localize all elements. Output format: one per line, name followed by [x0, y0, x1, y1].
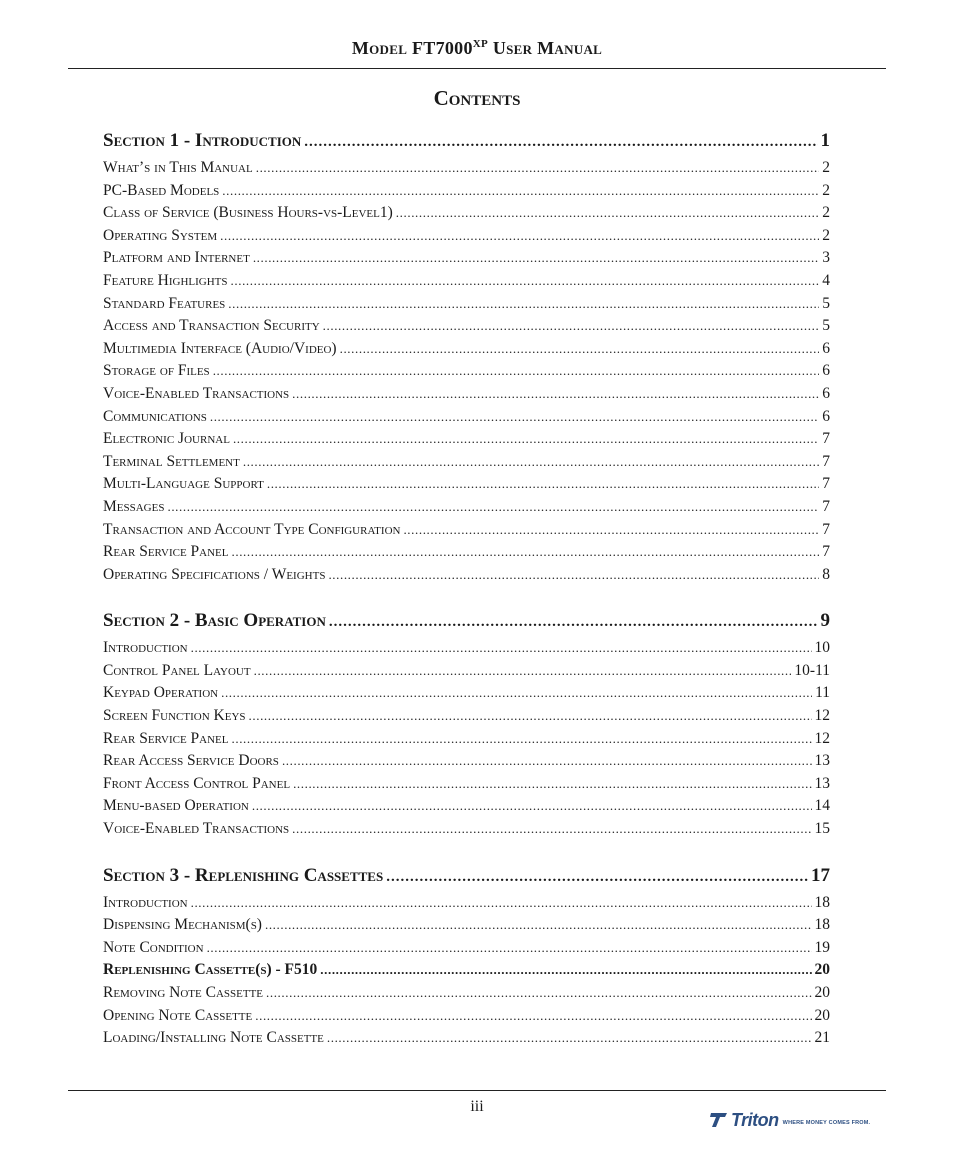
toc-section-heading-title: Section 1 - Introduction	[103, 130, 302, 151]
dot-leader	[266, 982, 812, 1005]
toc-entry-page: 21	[814, 1029, 830, 1047]
toc-section-heading-title: Section 3 - Replenishing Cassettes	[103, 864, 384, 886]
toc-entry-title: Screen Function Keys	[103, 707, 246, 725]
toc-entry[interactable]	[103, 406, 830, 429]
toc-section-heading[interactable]	[103, 861, 830, 892]
toc-section	[103, 126, 830, 586]
dot-leader	[304, 127, 817, 157]
toc-entry[interactable]	[103, 473, 830, 496]
toc-entry-title: Introduction	[103, 893, 188, 911]
toc-entry-title: Introduction	[103, 639, 188, 657]
toc-entry-title: Feature Highlights	[103, 271, 228, 289]
toc-entry-page: 2	[822, 204, 830, 222]
toc-entry-title: Voice-Enabled Transactions	[103, 820, 290, 838]
toc-entry-title: Rear Service Panel	[103, 543, 229, 561]
contents-heading: Contents	[433, 86, 521, 110]
toc-entry[interactable]	[103, 892, 830, 915]
toc-section	[103, 606, 830, 840]
toc-entry-title: Control Panel Layout	[103, 661, 251, 679]
dot-leader	[403, 519, 819, 542]
toc-section-heading[interactable]	[103, 606, 830, 637]
dot-leader	[233, 428, 819, 451]
toc-entry[interactable]	[103, 315, 830, 338]
toc-entry-title: Communications	[103, 407, 207, 425]
toc-entry-title: Removing Note Cassette	[103, 984, 263, 1001]
toc-entry-page: 2	[822, 159, 830, 176]
toc-entry-page: 6	[822, 384, 830, 402]
dot-leader	[207, 937, 812, 960]
toc-entry-page: 7	[822, 543, 830, 561]
toc-entry-page: 11	[815, 684, 830, 702]
dot-leader	[231, 270, 820, 293]
toc-entry-title: Rear Access Service Doors	[103, 752, 279, 770]
toc-entry-page: 10-11	[794, 661, 830, 679]
toc-entry-title: PC-Based Models	[103, 181, 220, 199]
toc-entry-page: 14	[814, 797, 830, 815]
page-number: iii	[470, 1098, 484, 1115]
toc-entry-page: 4	[822, 271, 830, 289]
toc-entry[interactable]	[103, 914, 830, 937]
toc-entry-page: 18	[814, 916, 830, 934]
toc-entry-page: 12	[814, 729, 830, 747]
toc-entry-title: Rear Service Panel	[103, 729, 229, 747]
toc-entry-title: Access and Transaction Security	[103, 317, 320, 335]
dot-leader	[232, 728, 812, 751]
toc-entry-page: 20	[814, 961, 830, 979]
logo-tagline: WHERE MONEY COMES FROM.	[782, 1120, 871, 1126]
dot-leader	[249, 705, 812, 728]
toc-entry-title: Multi-Language Support	[103, 475, 264, 493]
dot-leader	[191, 637, 812, 660]
toc-section-heading-page: 9	[820, 610, 830, 632]
toc-entry-page: 6	[822, 339, 830, 357]
toc-entry[interactable]	[103, 451, 830, 474]
dot-leader	[213, 360, 820, 383]
toc-entry[interactable]	[103, 1005, 830, 1028]
toc-entry-title: Class of Service (Business Hours-vs-Level1)	[103, 204, 393, 222]
toc-entry-page: 13	[814, 774, 830, 792]
dot-leader	[327, 1027, 812, 1050]
dot-leader	[320, 959, 811, 982]
toc-entry[interactable]	[103, 541, 830, 564]
toc-entry[interactable]	[103, 637, 830, 660]
dot-leader	[282, 750, 812, 773]
toc-entry-title: Platform and Internet	[103, 249, 250, 267]
toc-entry[interactable]	[103, 180, 830, 203]
toc-entry-title: Menu-based Operation	[103, 797, 249, 815]
dot-leader	[267, 473, 819, 496]
triton-logo-icon	[709, 1111, 729, 1129]
toc-entry[interactable]	[103, 202, 830, 225]
toc-entry[interactable]	[103, 338, 830, 361]
dot-leader	[252, 795, 812, 818]
triton-logo	[709, 1108, 884, 1132]
toc-entry[interactable]	[103, 225, 830, 248]
toc-entry[interactable]	[103, 660, 830, 683]
toc-entry-page: 20	[814, 1006, 830, 1024]
toc-entry[interactable]	[103, 959, 830, 982]
toc-entry-page: 2	[822, 181, 830, 199]
dot-leader	[265, 914, 812, 937]
toc-entry-page: 13	[814, 752, 830, 770]
dot-leader	[232, 541, 820, 564]
toc-entry-page: 5	[822, 317, 830, 335]
toc-entry-page: 18	[814, 893, 830, 911]
toc-entry[interactable]	[103, 795, 830, 818]
dot-leader	[191, 892, 812, 915]
dot-leader	[292, 818, 811, 841]
toc-entry-page: 6	[822, 362, 830, 380]
toc-entry-page: 7	[822, 430, 830, 448]
toc-entry-page: 20	[814, 984, 830, 1001]
toc-entry[interactable]	[103, 428, 830, 451]
toc-entry-page: 8	[822, 565, 830, 583]
manual-title: Model $FT7000^{XP}$ User Manual	[351, 38, 603, 58]
toc-entry-page: 7	[822, 497, 830, 515]
toc-entry-page: 5	[822, 294, 830, 312]
toc-entry-title: Front Access Control Panel	[103, 774, 291, 792]
toc-section-heading-title: Section 2 - Basic Operation	[103, 610, 326, 632]
header-divider	[68, 68, 886, 69]
toc-entry[interactable]	[103, 519, 830, 542]
dot-leader	[323, 315, 820, 338]
dot-leader	[220, 225, 819, 248]
table-of-contents	[103, 126, 830, 1070]
toc-entry[interactable]	[103, 750, 830, 773]
toc-entry-title: Voice-Enabled Transactions	[103, 384, 290, 402]
dot-leader	[255, 1005, 811, 1028]
dot-leader	[167, 496, 819, 519]
dot-leader	[221, 682, 812, 705]
toc-entry-title: Terminal Settlement	[103, 452, 240, 470]
toc-section	[103, 861, 830, 1050]
toc-entry[interactable]	[103, 818, 830, 841]
dot-leader	[222, 180, 819, 203]
toc-entry[interactable]	[103, 383, 830, 406]
toc-entry-page: 10	[814, 639, 830, 657]
toc-entry[interactable]	[103, 157, 830, 180]
toc-entry-title: Messages	[103, 497, 165, 515]
toc-entry[interactable]	[103, 937, 830, 960]
toc-entry-title: Multimedia Interface (Audio/Video)	[103, 339, 337, 357]
dot-leader	[228, 293, 819, 316]
footer-divider	[68, 1090, 886, 1091]
toc-entry-page: 6	[822, 407, 830, 425]
toc-entry[interactable]	[103, 247, 830, 270]
toc-entry[interactable]	[103, 270, 830, 293]
toc-entry[interactable]	[103, 982, 830, 1005]
toc-entry-title: Dispensing Mechanism(s)	[103, 916, 262, 934]
toc-entry-page: 7	[822, 475, 830, 493]
toc-entry-title: Keypad Operation	[103, 684, 219, 702]
toc-entry[interactable]	[103, 728, 830, 751]
toc-section-heading[interactable]	[103, 126, 830, 157]
toc-entry-title: Loading/Installing Note Cassette	[103, 1029, 324, 1047]
toc-entry-page: 15	[814, 820, 830, 838]
toc-section-heading-page: 1	[820, 130, 830, 151]
dot-leader	[292, 383, 819, 406]
toc-entry-title: Standard Features	[103, 294, 226, 312]
toc-entry[interactable]	[103, 360, 830, 383]
toc-entry[interactable]	[103, 1027, 830, 1050]
dot-leader	[253, 247, 819, 270]
dot-leader	[328, 564, 819, 587]
toc-entry-title: What’s in This Manual	[103, 159, 253, 176]
dot-leader	[329, 607, 818, 637]
toc-section-heading-page: 17	[811, 864, 830, 886]
toc-entry-title: Note Condition	[103, 938, 204, 956]
toc-entry-title: Transaction and Account Type Configuration	[103, 520, 401, 538]
dot-leader	[386, 862, 808, 892]
toc-entry-page: 12	[814, 707, 830, 725]
dot-leader	[256, 157, 820, 180]
toc-entry-page: 19	[814, 938, 830, 956]
toc-entry-page: 3	[822, 249, 830, 267]
toc-entry[interactable]	[103, 564, 830, 587]
dot-leader	[396, 202, 819, 225]
logo-wordmark: Triton	[731, 1109, 779, 1130]
toc-entry-page: 7	[822, 520, 830, 538]
toc-entry[interactable]	[103, 682, 830, 705]
toc-entry[interactable]	[103, 293, 830, 316]
toc-entry-page: 7	[822, 452, 830, 470]
toc-entry[interactable]	[103, 496, 830, 519]
toc-entry-title: Replenishing Cassette(s) - F510	[103, 961, 318, 979]
dot-leader	[293, 773, 811, 796]
toc-entry-page: 2	[822, 226, 830, 244]
toc-entry-title: Storage of Files	[103, 362, 210, 380]
toc-entry-title: Electronic Journal	[103, 430, 230, 448]
toc-entry[interactable]	[103, 705, 830, 728]
dot-leader	[243, 451, 819, 474]
toc-entry-title: Operating System	[103, 226, 218, 244]
toc-entry-title: Opening Note Cassette	[103, 1006, 253, 1024]
toc-entry-title: Operating Specifications / Weights	[103, 565, 326, 583]
dot-leader	[340, 338, 820, 361]
dot-leader	[210, 406, 819, 429]
toc-entry[interactable]	[103, 773, 830, 796]
dot-leader	[254, 660, 792, 683]
